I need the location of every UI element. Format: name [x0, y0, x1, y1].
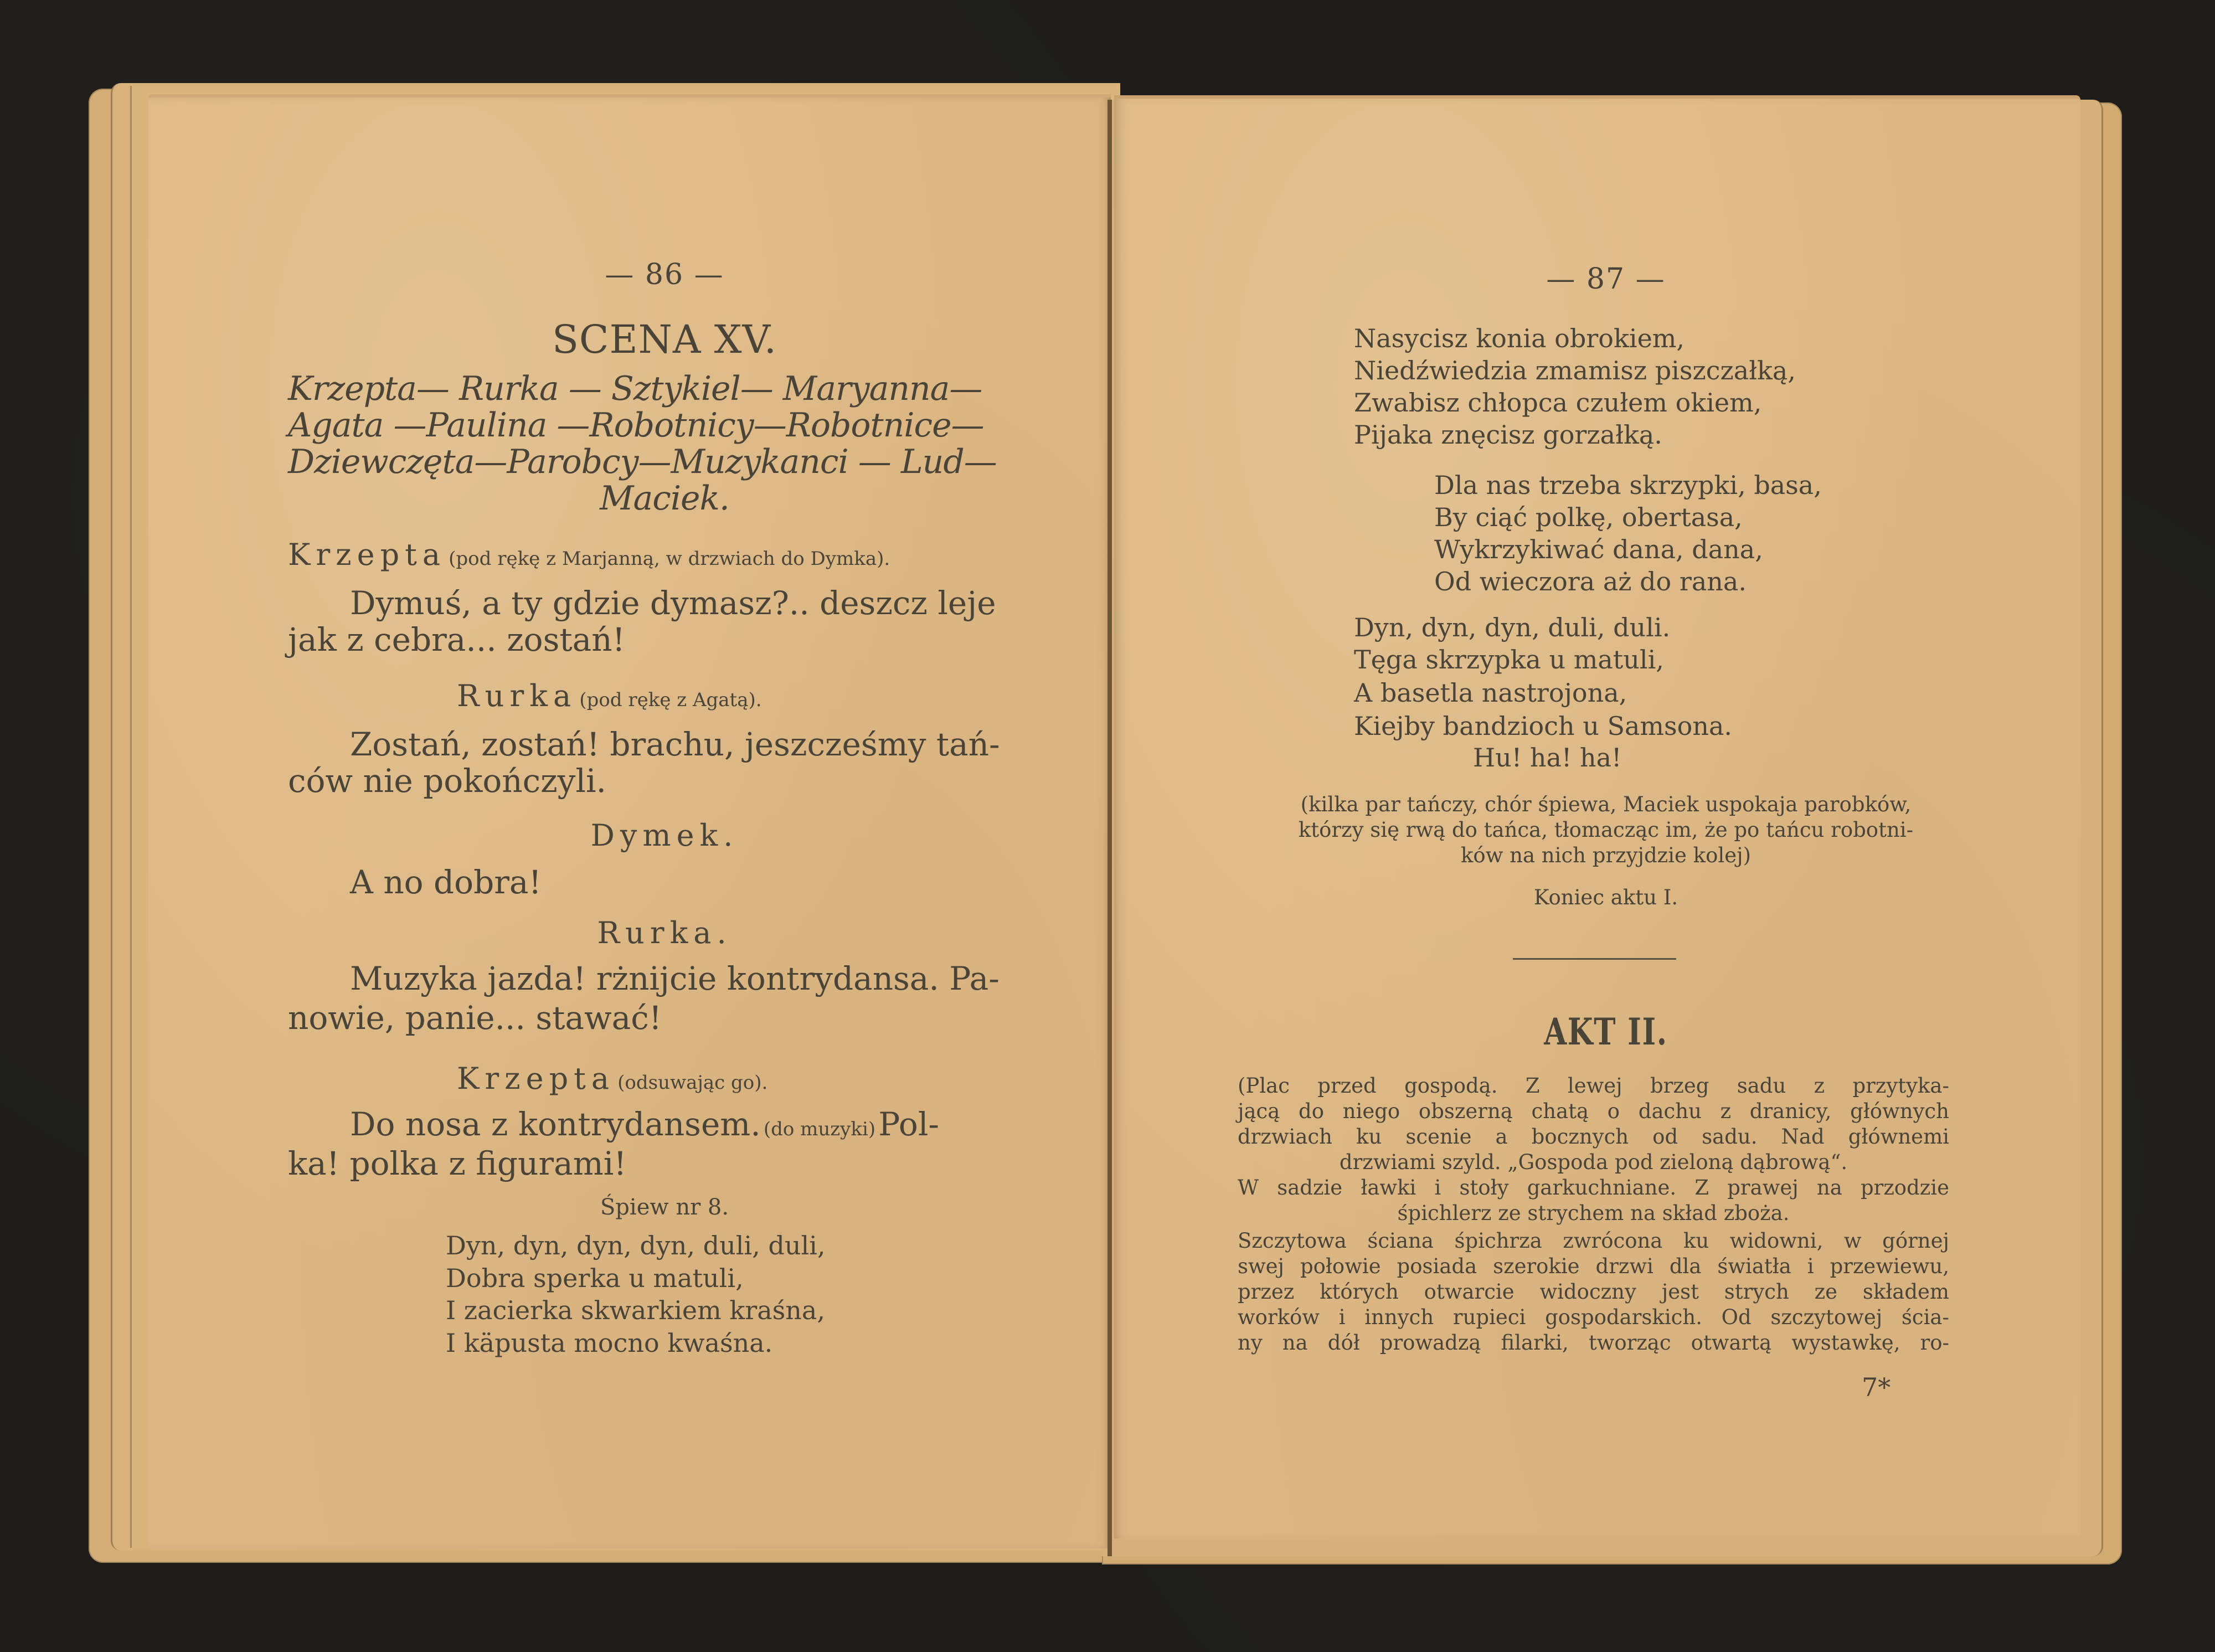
verse-line: Niedźwiedzia zmamisz piszczałką, — [1354, 356, 1796, 385]
song-line: Dobra sperka u matuli, — [446, 1263, 744, 1293]
verse-line: Hu! ha! ha! — [1473, 743, 1622, 773]
song-line: I zacierka skwarkiem kraśna, — [446, 1295, 825, 1325]
dialogue-line: jak z cebra... zostań! — [288, 621, 625, 658]
verse-line: Pijaka znęcisz gorzałką. — [1354, 420, 1662, 450]
stage-direction-line: ków na nich przyjdzie kolej) — [1461, 843, 1751, 867]
dialogue-line: A no dobra! — [350, 863, 542, 901]
stage-direction: (pod rękę z Agatą). — [579, 689, 762, 711]
stage-direction-line: Szczytowa ściana śpichrza zwrócona ku widowni, w górnej — [1238, 1229, 1949, 1253]
end-of-act: Koniec aktu I. — [1533, 886, 1678, 909]
verse-line: Dyn, dyn, dyn, duli, duli. — [1354, 613, 1671, 642]
cast-line: Agata —Paulina —Robotnicy—Robotnice— — [288, 406, 984, 445]
verse-line: Kiejby bandzioch u Samsona. — [1354, 711, 1732, 741]
verse-line: Dla nas trzeba skrzypki, basa, — [1434, 470, 1822, 500]
stage-direction-line: swej połowie posiada szerokie drzwi dla światła i przewiewu, — [1238, 1254, 1949, 1278]
right-page-number: — 87 — — [1546, 263, 1666, 296]
stage-direction-line: W sadzie ławki i stoły garkuchniane. Z prawej na przodzie — [1238, 1176, 1949, 1200]
verse-line: Tęga skrzypka u matuli, — [1354, 645, 1664, 675]
verse-line: Wykrzykiwać dana, dana, — [1434, 534, 1763, 564]
speaker-line — [288, 537, 890, 572]
stage-direction-line: (Plac przed gospodą. Z lewej brzeg sadu z przytyka- — [1238, 1074, 1949, 1098]
stage-direction-line: którzy się rwą do tańca, tłomacząc im, że po tańcu robotni- — [1298, 818, 1914, 842]
stage-direction: (do muzyki) — [763, 1118, 876, 1140]
song-line: I käpusta mocno kwaśna. — [446, 1328, 773, 1358]
stage-direction-line: worków i innych rupieci gospodarskich. Od szczytowej ścia- — [1238, 1305, 1949, 1329]
left-page-number: — 86 — — [605, 258, 724, 291]
act-title: AKT II. — [1544, 1010, 1668, 1053]
stage-direction-line: przez których otwarcie widoczny jest strych ze składem — [1238, 1280, 1949, 1304]
dialogue-text: Pol- — [878, 1105, 939, 1143]
stage-direction: (pod rękę z Marjanną, w drzwiach do Dymka). — [449, 548, 890, 570]
dialogue-line: Muzyka jazda! rżnijcie kontrydansa. Pa- — [350, 960, 1000, 997]
scene-title: SCENA XV. — [552, 317, 777, 362]
stage-direction: (odsuwając go). — [617, 1072, 768, 1094]
verse-line: By ciąć polkę, obertasa, — [1434, 502, 1743, 532]
signature-mark: 7* — [1862, 1372, 1891, 1402]
speaker-line — [457, 1061, 768, 1096]
stage-direction-line: ny na dół prowadzą filarki, tworząc otwartą wystawkę, ro- — [1238, 1331, 1949, 1355]
verse-line: Od wieczora aż do rana. — [1434, 567, 1747, 596]
dialogue-line: Zostań, zostań! brachu, jeszcześmy tań- — [350, 725, 1000, 763]
verse-line: Zwabisz chłopca czułem okiem, — [1354, 388, 1762, 418]
speaker-name: Rurka — [457, 678, 577, 713]
verse-line: A basetla nastrojona, — [1354, 678, 1627, 708]
speaker-name: Krzepta — [457, 1061, 615, 1096]
section-divider — [1513, 958, 1676, 960]
speaker-name: Rurka. — [597, 915, 732, 950]
cast-line: Krzepta— Rurka — Sztykiel— Maryanna— — [288, 369, 982, 408]
stage-direction-line: (kilka par tańczy, chór śpiewa, Maciek uspokaja parobków, — [1300, 792, 1912, 816]
dialogue-text: Do nosa z kontrydansem. — [350, 1105, 761, 1143]
dialogue-line: Dymuś, a ty gdzie dymasz?.. deszcz leje — [350, 584, 996, 622]
stage-direction-line: drzwiach ku scenie a bocznych od sadu. Nad głównemi — [1238, 1125, 1949, 1149]
song-title: Śpiew nr 8. — [600, 1195, 729, 1220]
speaker-name: Dymek. — [590, 818, 739, 853]
book-gutter — [1108, 100, 1112, 1556]
dialogue-line: ców nie pokończyli. — [288, 762, 606, 800]
verse-line: Nasycisz konia obrokiem, — [1354, 323, 1685, 353]
dialogue-line — [350, 1105, 939, 1143]
stage-direction-line: drzwiami szyld. „Gospoda pod zieloną dąbrową“. — [1339, 1150, 1848, 1174]
cast-line: Maciek. — [600, 479, 729, 518]
song-line: Dyn, dyn, dyn, dyn, duli, duli, — [446, 1231, 826, 1260]
dialogue-line: ka! polka z figurami! — [288, 1145, 627, 1182]
cast-line: Dziewczęta—Parobcy—Muzykanci — Lud— — [288, 442, 997, 481]
stage-direction-line: śpichlerz ze strychem na skład zboża. — [1397, 1201, 1790, 1225]
speaker-name: Krzepta — [288, 537, 446, 572]
stage-direction-line: jącą do niego obszerną chatą o dachu z dranicy, głównych — [1238, 1099, 1949, 1123]
dialogue-line: nowie, panie... stawać! — [288, 999, 662, 1037]
speaker-line — [457, 678, 762, 713]
